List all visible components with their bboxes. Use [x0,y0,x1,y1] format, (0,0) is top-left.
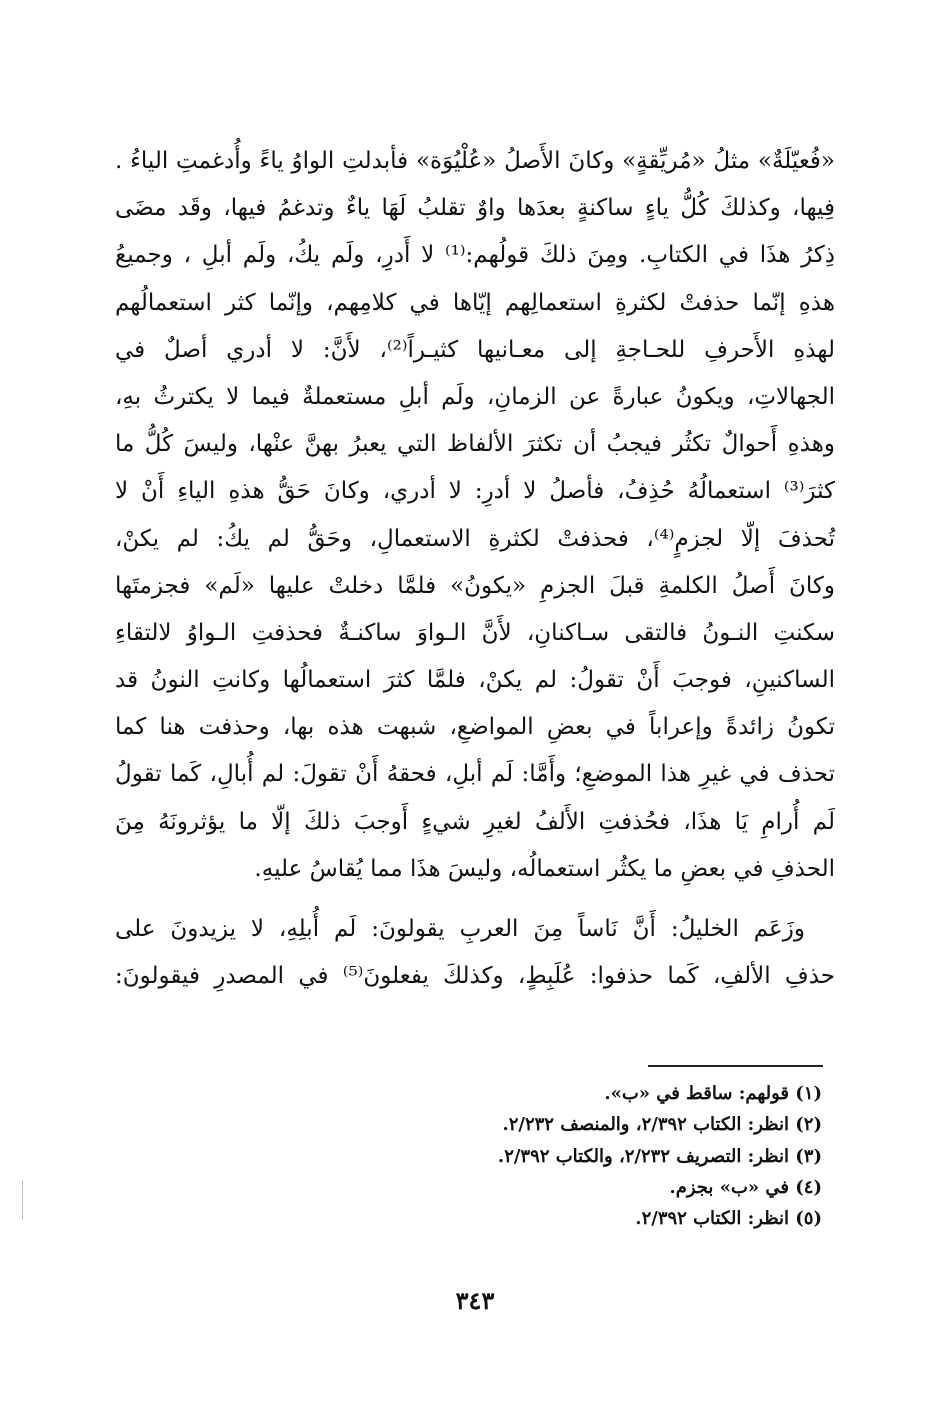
footnotes [300,1078,822,1234]
paragraph-gap [115,893,835,906]
text-line: وزَعَم الخليلُ: أَنَّ نَاساً مِنَ العربِ يقولونَ: لَم أُبلِهِ، لا يزيدونَ على [115,916,805,942]
text-line: الحذفِ في بعضِ ما يكثُر استعمالُه، وليسَ هذَا مما يُقاسُ عليهِ. [254,855,835,882]
text-line: تحذف في غيرِ هذا الموضعِ؛ وأَمَّا: لَم أبلِ، فحقهُ أَنْ تقولَ: لم أُبالِ، كَما تقولُ [115,761,835,788]
text-line: فِيها، وكذلكَ كُلُّ ياءٍ ساكنةٍ بعدَها واوٌ تقلبُ لَهَا ياءٌ وتدغمُ فيها، وقَد مضَى [115,195,835,222]
text-line: كثرَ⁽³⁾ استعمالُهُ حُذِفُ، فأصلُ لا أدرِ: لا أدري، وكانَ حَقُّ هذهِ الياءِ أَنْ لا [115,478,835,505]
footnote: (٢) انظر: الكتاب ٢/٣٩٢، والمنصف ٢/٢٣٢. [502,1114,822,1136]
text-line: لهذهِ الأَحرفِ للحـاجةِ إلى معـانيها كثيـراً⁽²⁾، لأَنَّ: لا أدري أصلٌ في [115,336,835,363]
footnote: (٥) انظر: الكتاب ٢/٣٩٢. [635,1208,822,1230]
text-line: ذِكرُ هذَا في الكتابِ. ومِنَ ذلكَ قولُهم:⁽¹⁾ لا أَدرِ، ولَم يكُ، ولَم أبلِ ، وجميعُ [115,242,836,269]
footnote: (٤) في «ب» بجزم. [669,1176,822,1198]
text-line: «فُعيّلَةٌ» مثلُ «مُريِّقةٍ» وكانَ الأَصلُ «عُلْيُوَة» فأبدلتِ الواوُ ياءً وأُدغمتِ الياءُ . [115,148,835,174]
text-line: تُحذفَ إلّا لجزمٍ⁽⁴⁾، فحذفتْ لكثرةِ الاستعمالِ، وحَقُّ لم يكُ: لم يكنْ، [115,525,836,552]
text-line: وهذهِ أَحوالٌ تكثُر فيجبُ أن تكثرَ الألفاظ التي يعبرُ بهنَّ عنْها، وليسَ كُلُّ ما [115,431,835,458]
page-number: ٣٤٣ [455,1286,495,1315]
text-line: حذفِ الألفِ، كَما حذفوا: عُلَبِطٍ، وكذلكَ يفعلونَ⁽⁵⁾ في المصدرِ فيقولونَ: [115,963,835,990]
footnote: (١) قولهم: ساقط في «ب». [604,1083,822,1104]
footnote-separator [648,1065,823,1067]
text-line: الجهالاتِ، ويكونُ عبارةً عن الزمانِ، ولَم أبلِ مستعملةٌ فيما لا يكترثُ بهِ، [115,383,835,410]
text-line: هذهِ إنّما حذفتْ لكثرةِ استعمالِهم إيّاها في كلامِهم، وإنّما كثر استعمالُهم [115,289,835,316]
scan-artifact [22,1180,23,1220]
text-line: سكنتِ النـونُ فالتقى سـاكنانِ، لأَنَّ الـواوَ ساكنـةٌ فحذفتِ الـواوُ لالتقاءِ [115,619,835,646]
main-text [115,138,835,1000]
text-line: الساكنينِ، فوجبَ أَنْ تقولُ: لم يكنْ، فلمَّا كثرَ استعمالُها وكانتِ النونُ قد [115,667,835,694]
text-line: لَم أُرامِ يَا هذَا، فحُذفتِ الأَلفُ لغيرِ شيءٍ أَوجبَ ذلكَ إلّا ما يؤثرونَهُ مِنَ [115,808,835,835]
text-line: تكونُ زائدةً وإعراباً في بعضِ المواضعِ، شبهت هذه بها، وحذفت هنا كما [115,714,835,741]
text-line: وكانَ أَصلُ الكلمةِ قبلَ الجزمِ «يكونُ» فلمَّا دخلتْ عليها «لَم» فجزمتَها [115,572,835,599]
footnote: (٣) انظر: التصريف ٢/٢٣٢، والكتاب ٢/٣٩٢. [497,1145,822,1167]
